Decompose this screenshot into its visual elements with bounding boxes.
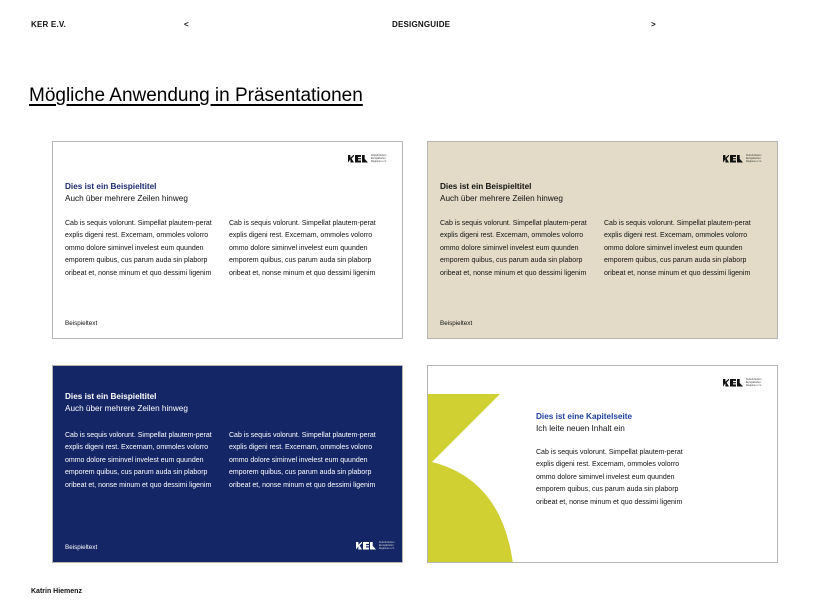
slide-title: Dies ist ein Beispieltitel xyxy=(65,182,157,191)
slide-text-column-1: Cab is sequis volorunt. Simpellat plautem-perat explis digeni rest. Excernam, ommoles volorro ommo dolore siminvel invelest eum quunden emporem quibus, cus parum auda sin plaborp oribeat et, nonse minum et quo dessimi ligenim xyxy=(536,449,683,506)
ker-logo xyxy=(723,154,764,163)
slide-text-column-1: Cab is sequis volorunt. Simpellat plautem-perat explis digeni rest. Excernam, ommoles volorro ommo dolore siminvel invelest eum quunden emporem quibus, cus parum auda sin plaborp oribeat et, nonse minum et quo dessimi ligenim xyxy=(65,432,212,489)
slide-text-column-2: Cab is sequis volorunt. Simpellat plautem-perat explis digeni rest. Excernam, ommoles volorro ommo dolore siminvel invelest eum quunden emporem quibus, cus parum auda sin plaborp oribeat et, nonse minum et quo dessimi ligenim xyxy=(229,432,376,489)
ker-logo xyxy=(348,154,389,163)
slide-text-column-1: Cab is sequis volorunt. Simpellat plautem-perat explis digeni rest. Excernam, ommoles volorro ommo dolore siminvel invelest eum quunden emporem quibus, cus parum auda sin plaborp oribeat et, nonse minum et quo dessimi ligenim xyxy=(65,220,212,277)
ker-logo-icon xyxy=(356,542,376,550)
slide-example-beige xyxy=(427,141,778,339)
brand-label: KER E.V. xyxy=(31,20,67,29)
slide-example-white xyxy=(52,141,403,339)
slide-chapter-page xyxy=(427,365,778,563)
logo-tagline: Kulturbrücken Europäischer Regionen e.V. xyxy=(379,541,395,550)
prev-page-button[interactable]: < xyxy=(184,20,189,29)
author-label: Katrin Hiemenz xyxy=(31,588,82,595)
slide-example-navy xyxy=(52,365,403,563)
slide-title: Dies ist ein Beispieltitel xyxy=(440,182,532,191)
ker-logo-icon xyxy=(723,155,743,163)
slide-subtitle: Ich leite neuen Inhalt ein xyxy=(536,424,625,433)
ker-logo-icon xyxy=(348,155,368,163)
slide-footer: Beispieltext xyxy=(440,320,473,327)
slide-title: Dies ist eine Kapitelseite xyxy=(536,412,633,421)
page-title: Mögliche Anwendung in Präsentationen xyxy=(29,85,363,106)
slide-text-column-2: Cab is sequis volorunt. Simpellat plautem-perat explis digeni rest. Excernam, ommoles volorro ommo dolore siminvel invelest eum quunden emporem quibus, cus parum auda sin plaborp oribeat et, nonse minum et quo dessimi ligenim xyxy=(604,220,751,277)
slide-footer: Beispieltext xyxy=(65,320,98,327)
decorative-shape-icon xyxy=(428,394,518,563)
next-page-button[interactable]: > xyxy=(651,20,656,29)
slide-subtitle: Auch über mehrere Zeilen hinweg xyxy=(65,194,188,203)
ker-logo-inverted xyxy=(356,541,397,550)
logo-tagline: Kulturbrücken Europäischer Regionen e.V. xyxy=(371,154,387,163)
slide-title: Dies ist ein Beispieltitel xyxy=(65,392,157,401)
slide-subtitle: Auch über mehrere Zeilen hinweg xyxy=(65,404,188,413)
slide-text-column-1: Cab is sequis volorunt. Simpellat plautem-perat explis digeni rest. Excernam, ommoles volorro ommo dolore siminvel invelest eum quunden emporem quibus, cus parum auda sin plaborp oribeat et, nonse minum et quo dessimi ligenim xyxy=(440,220,587,277)
slide-text-column-2: Cab is sequis volorunt. Simpellat plautem-perat explis digeni rest. Excernam, ommoles volorro ommo dolore siminvel invelest eum quunden emporem quibus, cus parum auda sin plaborp oribeat et, nonse minum et quo dessimi ligenim xyxy=(229,220,376,277)
ker-logo-icon xyxy=(723,379,743,387)
slide-subtitle: Auch über mehrere Zeilen hinweg xyxy=(440,194,563,203)
logo-tagline: Kulturbrücken Europäischer Regionen e.V. xyxy=(746,378,762,387)
logo-tagline: Kulturbrücken Europäischer Regionen e.V. xyxy=(746,154,762,163)
section-title: DESIGNGUIDE xyxy=(392,20,451,29)
ker-logo xyxy=(723,378,764,387)
slide-footer: Beispieltext xyxy=(65,544,98,551)
